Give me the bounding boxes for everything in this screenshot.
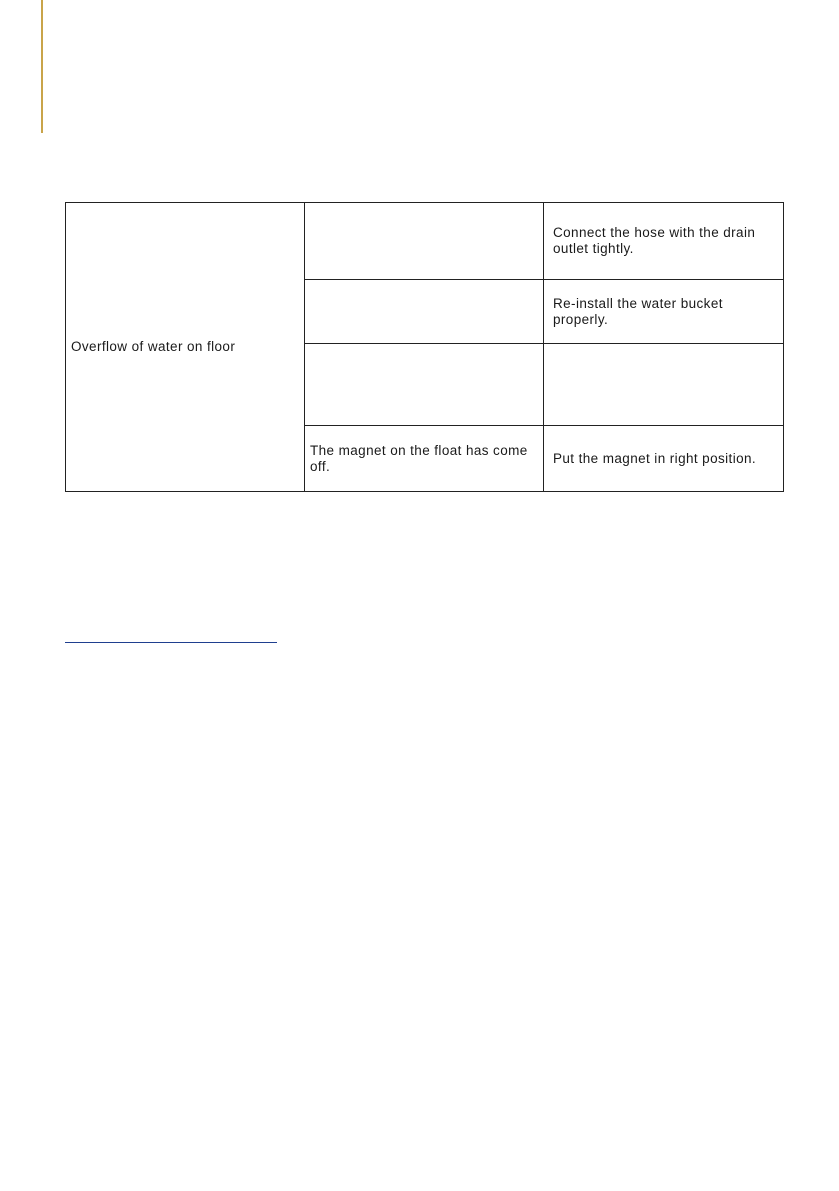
solution-cell xyxy=(544,344,784,426)
solution-cell: Re-install the water bucket properly. xyxy=(544,280,784,344)
troubleshooting-table xyxy=(65,202,784,492)
problem-cell: Overflow of water on floor xyxy=(66,203,305,492)
cause-cell xyxy=(305,344,544,426)
link-underline[interactable] xyxy=(65,642,277,643)
cause-cell: The magnet on the float has come off. xyxy=(305,426,544,492)
solution-cell: Connect the hose with the drain outlet tightly. xyxy=(544,203,784,280)
cause-cell xyxy=(305,280,544,344)
cause-cell xyxy=(305,203,544,280)
margin-accent-rule xyxy=(41,0,43,133)
table-row xyxy=(66,203,784,280)
solution-cell: Put the magnet in right position. xyxy=(544,426,784,492)
